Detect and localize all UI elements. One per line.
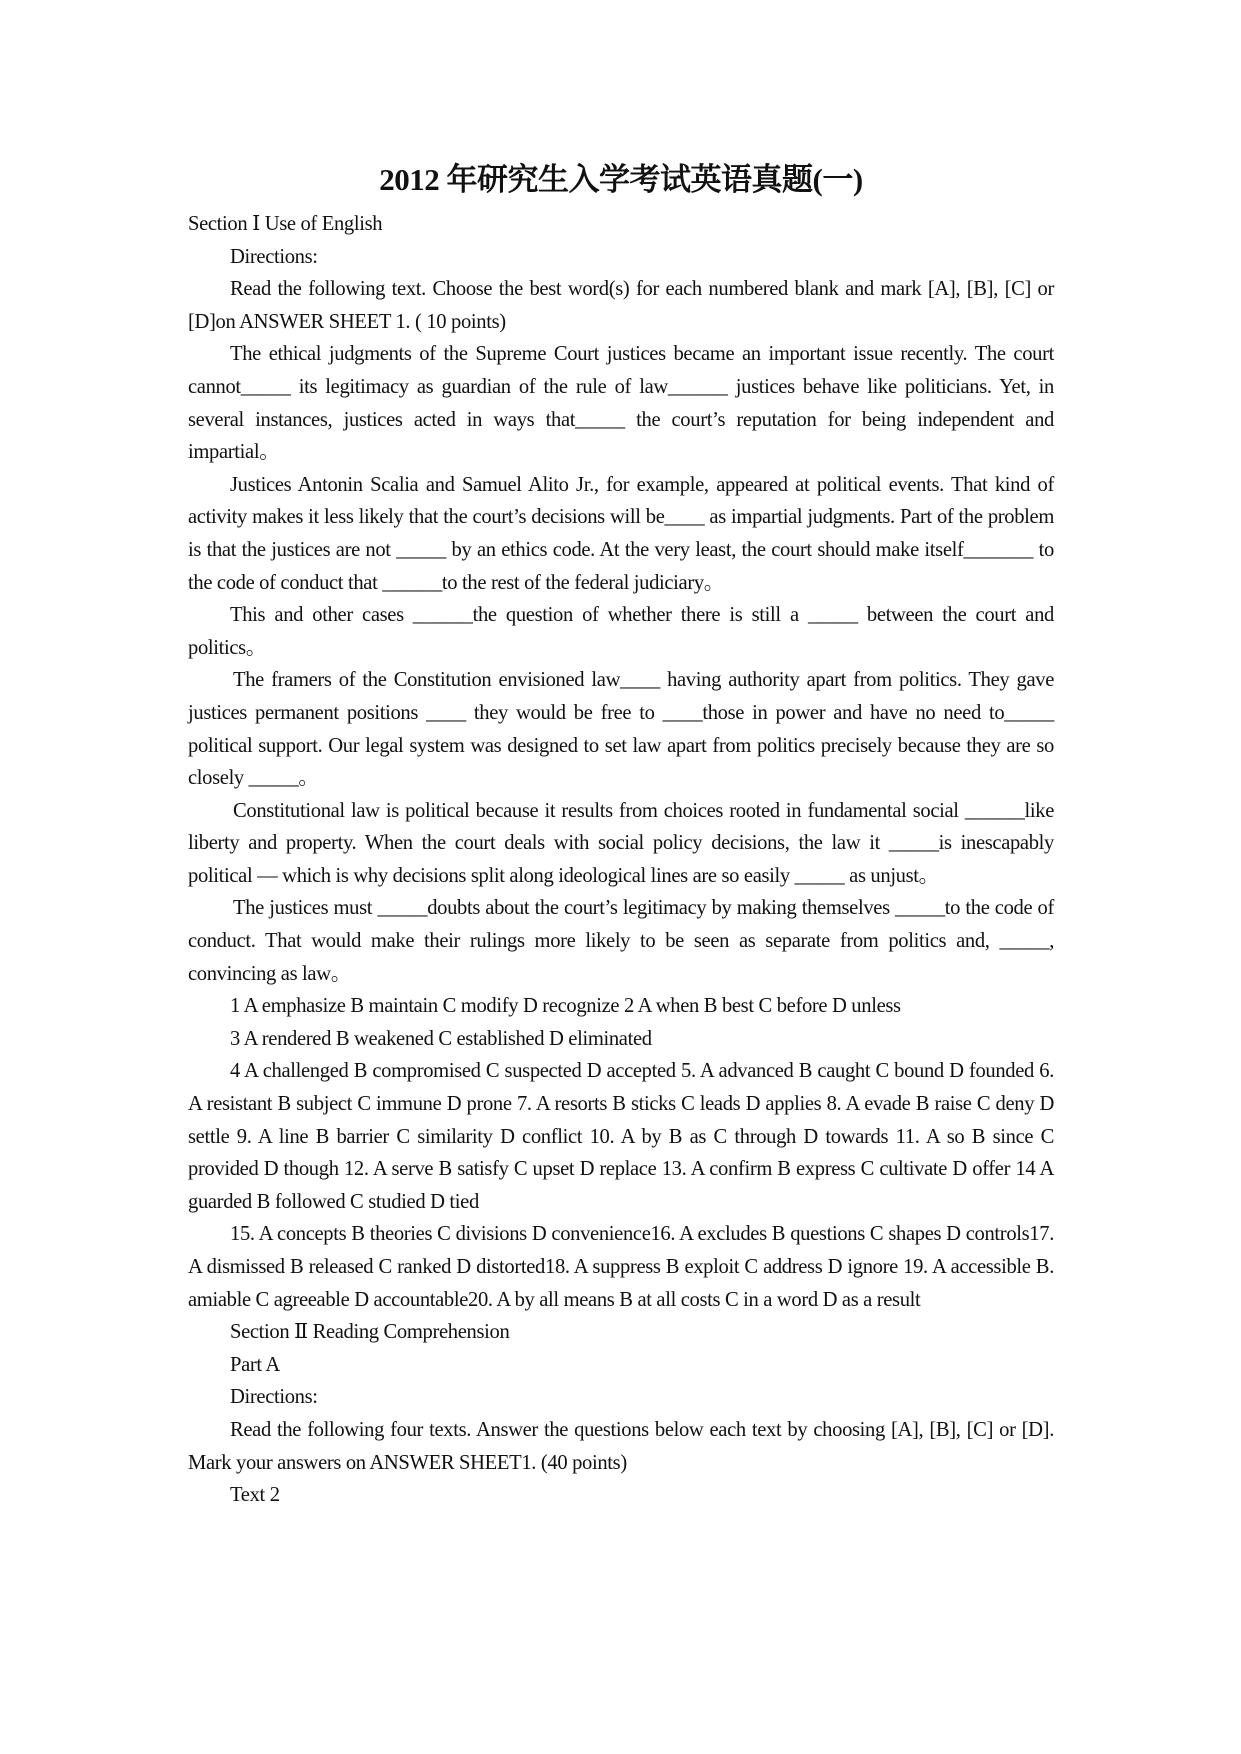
document-title: 2012 年研究生入学考试英语真题(一) [379, 162, 863, 197]
section-2-directions-label: Directions: [230, 1386, 318, 1409]
part-label: Part A [230, 1353, 280, 1376]
section-2-heading: Section Ⅱ Reading Comprehension [230, 1321, 510, 1344]
passage-paragraph: The justices must _____doubts about the court’s legitimacy by making themselves _____to the code of conduct. That would make their rulings more likely to be seen as separate from politics and, _____, convincing as law。 [188, 897, 1054, 985]
options-line: 3 A rendered B weakened C established D eliminated [230, 1027, 652, 1050]
text-label: Text 2 [230, 1484, 280, 1507]
passage-paragraph: This and other cases ______the question of whether there is still a _____ between the court and politics。 [188, 604, 1054, 659]
section-2-directions-text: Read the following four texts. Answer the questions below each text by choosing [A], [B], [C] or [D]. Mark your answers on ANSWER SHEET1. (40 points) [188, 1418, 1054, 1474]
passage-paragraph: The ethical judgments of the Supreme Court justices became an important issue recently. The court cannot_____ its legitimacy as guardian of the rule of law______ justices behave like politicians. Yet, in several instances, justices acted in ways that_____ the court’s reputation for being independent and impartial。 [188, 343, 1054, 464]
options-block: 4 A challenged B compromised C suspected D accepted 5. A advanced B caught C bound D founded 6. A resistant B subject C immune D prone 7. A resorts B sticks C leads D applies 8. A evade B raise C deny D settle 9. A line B barrier C similarity D conflict 10. A by B as C through D towards 11. A so B since C provided D though 12. A serve B satisfy C upset D replace 13. A confirm B express C cultivate D offer 14 A guarded B followed C studied D tied [188, 1060, 1054, 1213]
section-1-directions-label: Directions: [230, 245, 318, 268]
section-1-heading: Section Ⅰ Use of English [188, 213, 383, 235]
document-page [188, 160, 1054, 1512]
passage-paragraph: The framers of the Constitution envisioned law____ having authority apart from politics. They gave justices permanent positions ____ they would be free to ____those in power and have no need to_____ political support. Our legal system was designed to set law apart from politics precisely because they are so closely _____。 [188, 669, 1054, 790]
passage-paragraph: Constitutional law is political because it results from choices rooted in fundamental social ______like liberty and property. When the court deals with social policy decisions, the law it _____is inescapably political — which is why decisions split along ideological lines are so easily _____ as unjust。 [188, 799, 1054, 887]
section-1-directions-text: Read the following text. Choose the best word(s) for each numbered blank and mark [A], [B], [C] or [D]on ANSWER SHEET 1. ( 10 points) [188, 278, 1054, 333]
options-line: 1 A emphasize B maintain C modify D recognize 2 A when B best C before D unless [230, 995, 901, 1018]
passage-paragraph: Justices Antonin Scalia and Samuel Alito Jr., for example, appeared at political events. That kind of activity makes it less likely that the court’s decisions will be____ as impartial judgments. Part of the problem is that the justices are not _____ by an ethics code. At the very least, the court should make itself_______ to the code of conduct that ______to the rest of the federal judiciary。 [188, 473, 1054, 594]
options-block: 15. A concepts B theories C divisions D convenience16. A excludes B questions C shapes D controls17. A dismissed B released C ranked D distorted18. A suppress B exploit C address D ignore 19. A accessible B. amiable C agreeable D accountable20. A by all means B at all costs C in a word D as a result [188, 1223, 1054, 1311]
